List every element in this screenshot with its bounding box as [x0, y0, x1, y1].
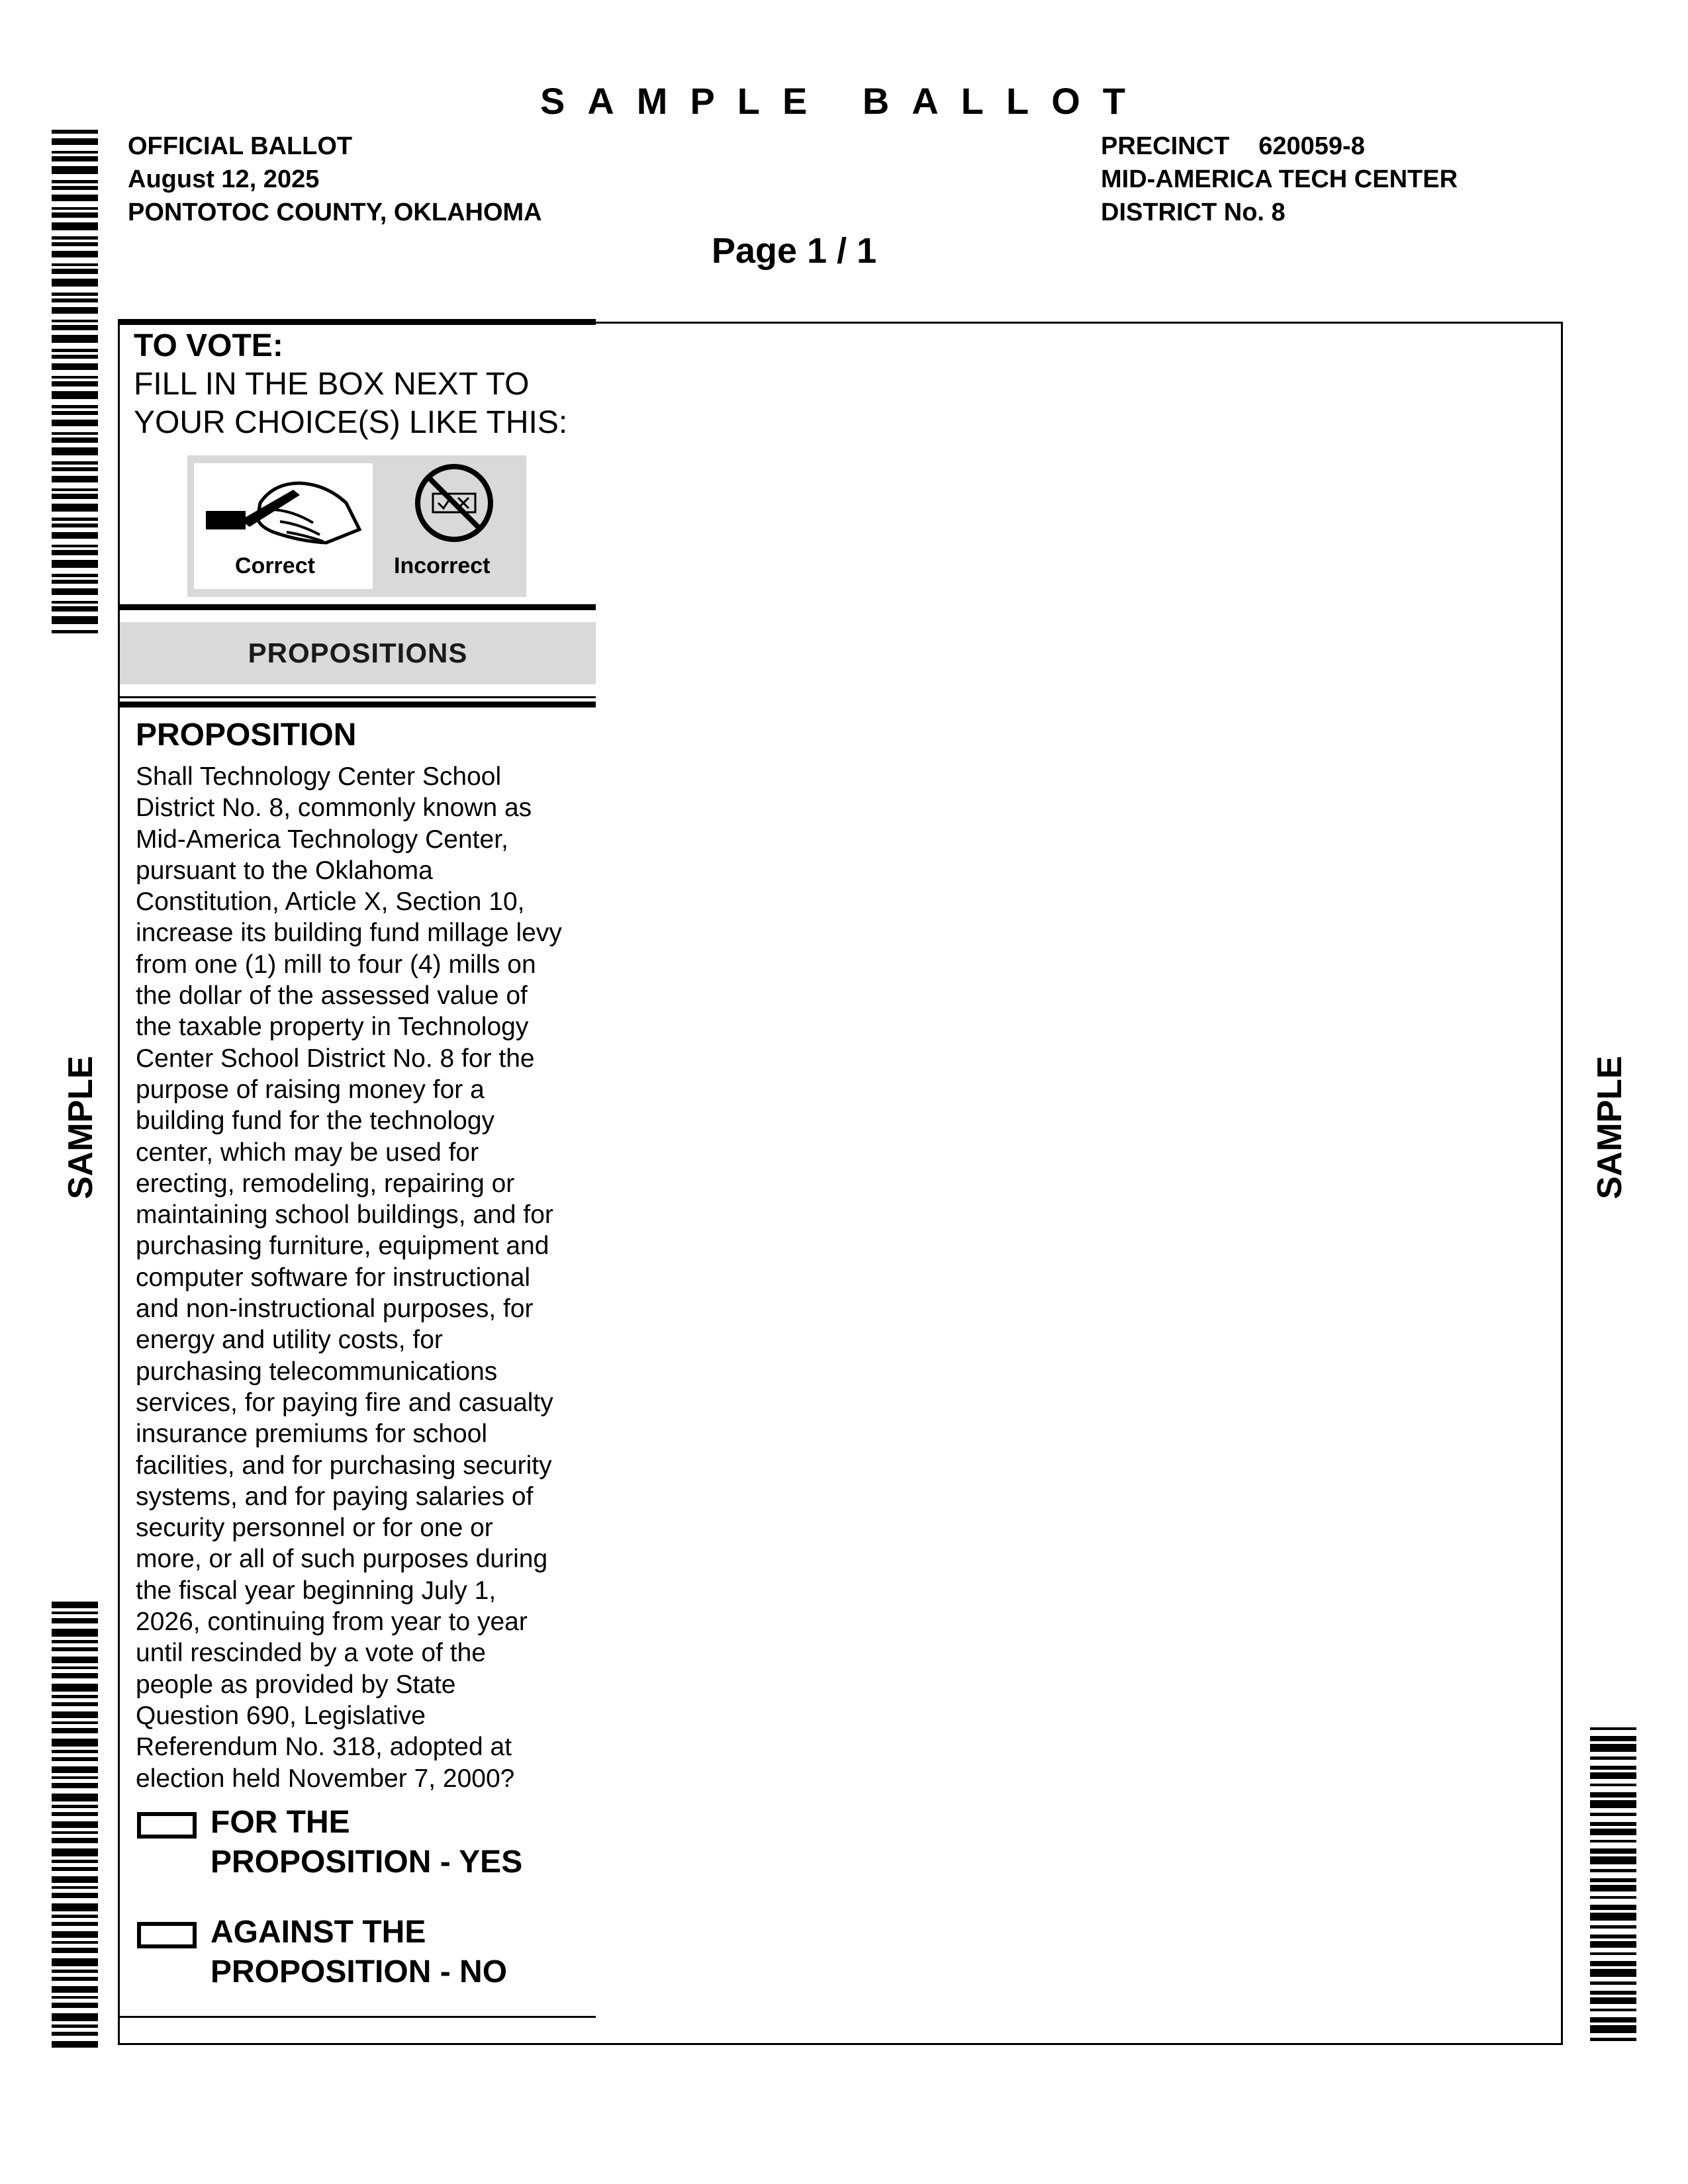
- barcode-bar: [52, 355, 98, 359]
- hand-filling-box-icon: [194, 463, 373, 556]
- barcode-bar: [52, 2032, 98, 2036]
- proposition-text-line: Referendum No. 318, adopted at: [136, 1733, 512, 1762]
- side-label-left: SAMPLE: [62, 1056, 100, 1199]
- barcode-bar: [1590, 1952, 1636, 1955]
- barcode-bar: [1590, 2038, 1636, 2041]
- barcode-bar: [1590, 1792, 1636, 1797]
- barcode-bar: [52, 1602, 98, 1608]
- barcode-bar: [52, 1711, 98, 1718]
- barcode-bar: [1590, 1981, 1636, 1985]
- barcode-bar: [52, 588, 98, 595]
- barcode-bar: [52, 560, 98, 568]
- barcode-bar: [1590, 1727, 1636, 1730]
- proposition-text-line: purchasing telecommunications: [136, 1357, 498, 1386]
- proposition-text: [136, 761, 599, 1794]
- proposition-text-line: election held November 7, 2000?: [136, 1764, 515, 1793]
- proposition-text-line: District No. 8, commonly known as: [136, 794, 532, 823]
- barcode-bar: [52, 363, 98, 370]
- ballot-title: SAMPLE BALLOT: [540, 80, 1148, 122]
- no-check-x-icon: [409, 461, 508, 553]
- barcode-bar: [52, 2003, 98, 2008]
- proposition-text-line: the fiscal year beginning July 1,: [136, 1576, 496, 1605]
- proposition-text-line: building fund for the technology: [136, 1107, 495, 1136]
- barcode-bar: [52, 461, 98, 465]
- barcode-bar: [1590, 1961, 1636, 1966]
- barcode-bar: [1590, 1822, 1636, 1826]
- barcode-bar: [52, 2025, 98, 2028]
- column-top-rule: [118, 319, 596, 325]
- proposition-text-line: the dollar of the assessed value of: [136, 981, 528, 1011]
- barcode-bar: [52, 1977, 98, 1981]
- barcode-bar: [52, 1666, 98, 1669]
- barcode-bar: [52, 1728, 98, 1733]
- barcode-bar: [52, 1931, 98, 1938]
- barcode-bar: [1590, 1913, 1636, 1921]
- proposition-text-line: insurance premiums for school: [136, 1420, 488, 1449]
- district-name: MID-AMERICA TECH CENTER: [1101, 165, 1458, 193]
- barcode-bar: [52, 494, 98, 499]
- correct-label: Correct: [235, 553, 315, 578]
- barcode-bar: [52, 467, 98, 471]
- barcode-bar: [1590, 1813, 1636, 1816]
- barcode-bar: [52, 550, 98, 555]
- proposition-title: PROPOSITION: [136, 717, 357, 752]
- barcode-bar: [52, 532, 98, 539]
- barcode-bar: [1590, 1800, 1636, 1808]
- ballot-type: OFFICIAL BALLOT: [128, 132, 353, 160]
- barcode-bar: [52, 1721, 98, 1724]
- barcode-bar: [52, 1922, 98, 1926]
- barcode-bar: [52, 138, 98, 145]
- barcode-bar: [52, 523, 98, 527]
- barcode-bar: [52, 1695, 98, 1698]
- barcode-bar: [52, 447, 98, 455]
- barcode-bar: [52, 151, 98, 154]
- barcode-bar: [52, 1986, 98, 1993]
- barcode-bar: [52, 1766, 98, 1773]
- proposition-text-line: erecting, remodeling, repairing or: [136, 1169, 515, 1198]
- precinct-info: [1101, 130, 1458, 229]
- proposition-text-line: more, or all of such purposes during: [136, 1545, 548, 1574]
- barcode-bar: [52, 1848, 98, 1856]
- barcode-bar: [1590, 1885, 1636, 1891]
- barcode-bar: [52, 335, 98, 343]
- barcode-icon: [52, 1602, 98, 2048]
- barcode-bar: [1590, 1997, 1636, 2004]
- barcode-bar: [52, 1783, 98, 1788]
- barcode-bar: [52, 381, 98, 387]
- barcode-bar: [52, 1915, 98, 1918]
- barcode-bar: [52, 616, 98, 624]
- barcode-bar: [52, 180, 98, 183]
- choice-no-line: PROPOSITION - NO: [211, 1954, 508, 1989]
- barcode-bar: [52, 1903, 98, 1911]
- barcode-bar: [52, 1750, 98, 1753]
- barcode-bar: [1590, 1766, 1636, 1770]
- proposition-text-line: facilities, and for purchasing security: [136, 1451, 552, 1480]
- barcode-bar: [52, 1757, 98, 1761]
- barcode-bar: [52, 298, 98, 302]
- choice-yes-line: FOR THE: [211, 1805, 350, 1840]
- proposition-text-line: purpose of raising money for a: [136, 1075, 485, 1104]
- barcode-bar: [1590, 2025, 1636, 2033]
- side-label-right: SAMPLE: [1591, 1056, 1629, 1199]
- barcode-bar: [1590, 1905, 1636, 1910]
- barcode-bar: [52, 1886, 98, 1889]
- barcode-bar: [52, 1958, 98, 1966]
- barcode-bar: [1590, 1784, 1636, 1786]
- choice-no-label: [211, 1913, 507, 1992]
- proposition-text-line: systems, and for paying salaries of: [136, 1482, 534, 1511]
- barcode-bar: [1590, 1772, 1636, 1779]
- barcode-bar: [52, 1776, 98, 1779]
- barcode-bar: [52, 1684, 98, 1692]
- section-bottom-thin-rule: [118, 696, 596, 698]
- vote-yes-box[interactable]: [137, 1812, 197, 1839]
- barcode-bar: [52, 279, 98, 287]
- barcode-bar: [52, 1657, 98, 1663]
- precinct-line: [1101, 130, 1458, 163]
- barcode-bar: [52, 518, 98, 521]
- barcode-bar: [52, 325, 98, 330]
- barcode-bar: [52, 580, 98, 584]
- barcode-bar: [52, 1941, 98, 1944]
- proposition-text-line: Shall Technology Center School: [136, 762, 502, 791]
- barcode-bar: [52, 606, 98, 612]
- barcode-bar: [1590, 1756, 1636, 1760]
- barcode-bar: [52, 349, 98, 352]
- barcode-bar: [52, 1893, 98, 1898]
- barcode-bar: [52, 1876, 98, 1883]
- barcode-bar: [52, 236, 98, 240]
- barcode-bar: [52, 2013, 98, 2021]
- barcode-bar: [52, 391, 98, 399]
- barcode-bar: [52, 1805, 98, 1808]
- barcode-bar: [52, 320, 98, 322]
- barcode-bar: [52, 1867, 98, 1871]
- district-number: DISTRICT No. 8: [1101, 199, 1286, 226]
- choice-yes-line: PROPOSITION - YES: [211, 1844, 523, 1880]
- barcode-bar: [52, 1794, 98, 1801]
- barcode-bar: [52, 601, 98, 604]
- proposition-text-line: computer software for instructional: [136, 1263, 531, 1292]
- barcode-bar: [52, 1860, 98, 1863]
- proposition-text-line: Constitution, Article X, Section 10,: [136, 887, 525, 917]
- barcode-bar: [52, 405, 98, 408]
- marking-example: [187, 455, 526, 597]
- barcode-bar: [52, 1838, 98, 1843]
- barcode-bar: [52, 186, 98, 190]
- instructions-bottom-rule: [118, 604, 596, 610]
- barcode-bar: [52, 293, 98, 296]
- proposition-text-line: center, which may be used for: [136, 1138, 479, 1167]
- precinct-label: PRECINCT: [1101, 132, 1230, 160]
- barcode-bar: [1590, 1829, 1636, 1835]
- barcode-bar: [52, 411, 98, 415]
- barcode-bar: [52, 166, 98, 174]
- proposition-text-line: 2026, continuing from year to year: [136, 1608, 528, 1637]
- barcode-bar: [52, 488, 98, 491]
- barcode-bar: [52, 420, 98, 426]
- barcode-bar: [52, 376, 98, 379]
- barcode-bar: [1590, 1878, 1636, 1882]
- proposition-text-line: increase its building fund millage levy: [136, 919, 562, 948]
- barcode-bar: [1590, 1869, 1636, 1872]
- section-heading: PROPOSITIONS: [120, 622, 596, 684]
- barcode-bar: [52, 212, 98, 218]
- page-number: Page 1 / 1: [712, 231, 877, 271]
- barcode-bar: [1590, 1969, 1636, 1977]
- proposition-text-line: and non-instructional purposes, for: [136, 1295, 534, 1324]
- barcode-bar: [52, 1618, 98, 1623]
- proposition-text-line: security personnel or for one or: [136, 1514, 493, 1543]
- election-info: [128, 130, 542, 229]
- precinct-number: 620059-8: [1258, 132, 1365, 160]
- barcode-bar: [52, 207, 98, 210]
- proposition-text-line: Center School District No. 8 for the: [136, 1044, 535, 1073]
- barcode-bar: [52, 476, 98, 482]
- barcode-bar: [52, 156, 98, 161]
- barcode-bar: [1590, 1736, 1636, 1741]
- barcode-bar: [1590, 2009, 1636, 2011]
- proposition-text-line: purchasing furniture, equipment and: [136, 1232, 549, 1261]
- barcode-bar: [52, 504, 98, 512]
- barcode-bar: [1590, 1840, 1636, 1843]
- barcode-bar: [52, 630, 98, 633]
- barcode-bar: [1590, 1991, 1636, 1995]
- column-end-rule: [118, 2016, 596, 2018]
- section-bottom-rule: [118, 702, 596, 707]
- barcode-bar: [52, 1812, 98, 1816]
- proposition-text-line: Mid-America Technology Center,: [136, 825, 508, 854]
- instructions-line: FILL IN THE BOX NEXT TO: [134, 367, 530, 402]
- barcode-icon: [1590, 1727, 1636, 2048]
- proposition-text-line: people as provided by State: [136, 1670, 456, 1699]
- proposition-text-line: until rescinded by a vote of the: [136, 1639, 486, 1668]
- barcode-bar: [52, 307, 98, 314]
- barcode-bar: [52, 1996, 98, 1999]
- proposition-text-line: pursuant to the Oklahoma: [136, 856, 433, 885]
- proposition-text-line: energy and utility costs, for: [136, 1326, 443, 1355]
- barcode-bar: [52, 1673, 98, 1678]
- barcode-bar: [1590, 2017, 1636, 2023]
- proposition-text-line: services, for paying fire and casualty: [136, 1388, 553, 1417]
- barcode-bar: [52, 437, 98, 443]
- barcode-bar: [52, 1821, 98, 1828]
- barcode-bar: [1590, 1744, 1636, 1752]
- barcode-bar: [52, 1970, 98, 1973]
- barcode-bar: [52, 222, 98, 230]
- barcode-icon: [52, 130, 98, 636]
- barcode-bar: [52, 1831, 98, 1834]
- proposition-text-line: maintaining school buildings, and for: [136, 1201, 553, 1230]
- incorrect-label: Incorrect: [394, 553, 491, 578]
- barcode-bar: [52, 195, 98, 201]
- barcode-bar: [52, 269, 98, 274]
- instructions-heading: TO VOTE:: [134, 328, 283, 363]
- election-date: August 12, 2025: [128, 165, 320, 193]
- instructions-line: YOUR CHOICE(S) LIKE THIS:: [134, 405, 568, 440]
- barcode-bar: [1590, 1848, 1636, 1854]
- proposition-text-line: from one (1) mill to four (4) mills on: [136, 950, 536, 979]
- barcode-bar: [52, 130, 98, 134]
- barcode-bar: [52, 242, 98, 246]
- county-name: PONTOTOC COUNTY, OKLAHOMA: [128, 199, 542, 226]
- proposition-text-line: Question 690, Legislative: [136, 1701, 426, 1730]
- barcode-bar: [52, 1647, 98, 1651]
- barcode-bar: [1590, 1856, 1636, 1864]
- barcode-bar: [52, 1702, 98, 1706]
- barcode-bar: [52, 1612, 98, 1614]
- vote-no-box[interactable]: [137, 1922, 197, 1948]
- barcode-bar: [52, 1948, 98, 1953]
- barcode-bar: [52, 574, 98, 577]
- barcode-bar: [1590, 1941, 1636, 1948]
- barcode-bar: [52, 1739, 98, 1747]
- barcode-bar: [52, 263, 98, 266]
- choice-no-line: AGAINST THE: [211, 1915, 426, 1950]
- barcode-bar: [1590, 1934, 1636, 1938]
- barcode-bar: [52, 432, 98, 435]
- barcode-bar: [1590, 1925, 1636, 1929]
- barcode-bar: [52, 251, 98, 257]
- proposition-text-line: the taxable property in Technology: [136, 1013, 529, 1042]
- correct-example: [194, 463, 373, 589]
- barcode-bar: [52, 545, 98, 547]
- choice-yes-label: [211, 1803, 522, 1882]
- barcode-bar: [1590, 1896, 1636, 1899]
- barcode-bar: [52, 2041, 98, 2048]
- barcode-bar: [52, 1629, 98, 1637]
- barcode-bar: [52, 1640, 98, 1643]
